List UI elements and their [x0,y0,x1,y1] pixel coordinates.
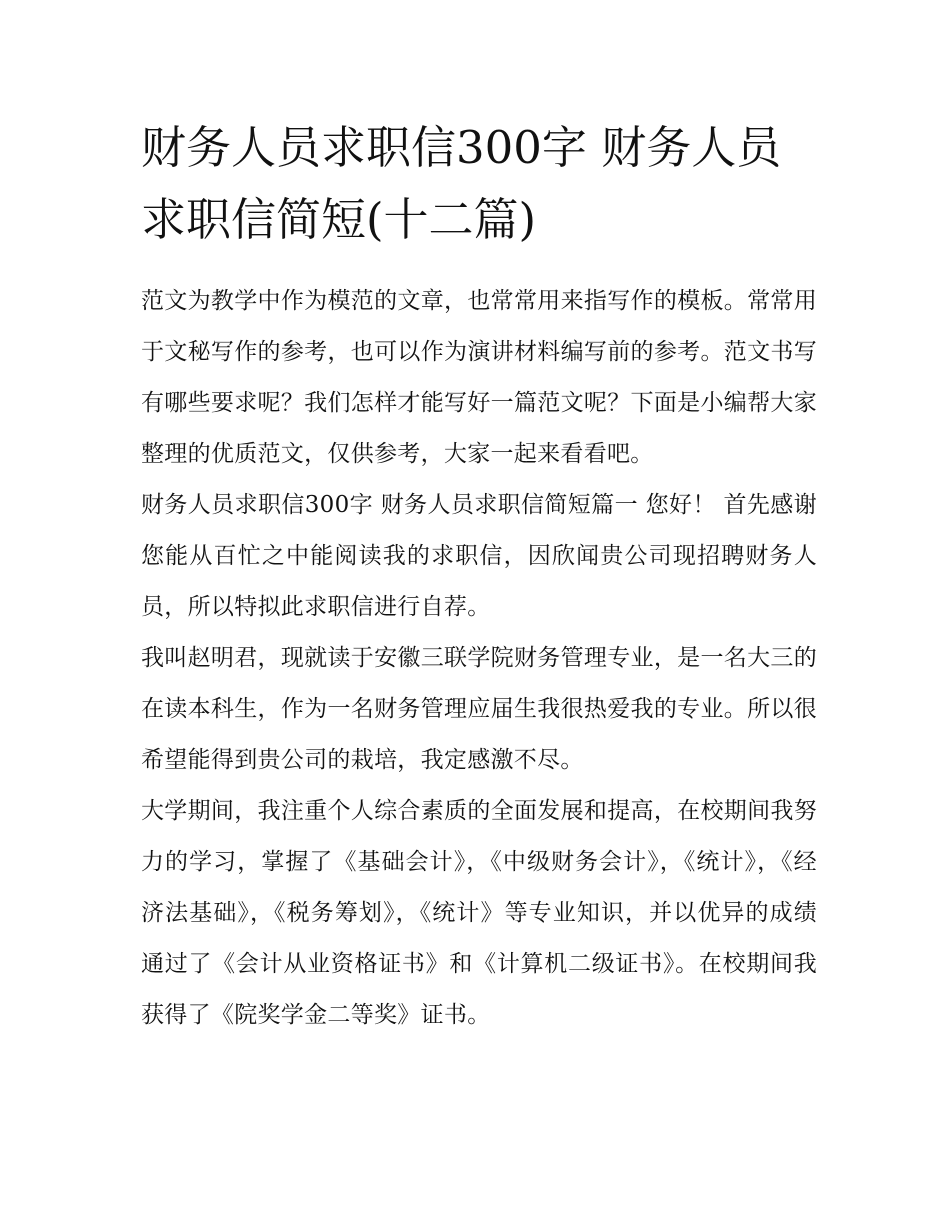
document-title: 财务人员求职信300字 财务人员求职信简短(十二篇) [141,121,782,246]
paragraph-intro: 范文为教学中作为模范的文章，也常常用来指写作的模板。常常用于文秘写作的参考，也可以作为演讲材料编写前的参考。范文书写有哪些要求呢？我们怎样才能写好一篇范文呢？下面是小编帮大家整理的优质范文，仅供参考，大家一起来看看吧。 [141,288,817,467]
paragraph-greeting: 财务人员求职信300字 财务人员求职信简短篇一 您好！ 首先感谢您能从百忙之中能阅读我的求职信，因欣闻贵公司现招聘财务人员，所以特拟此求职信进行自荐。 [141,492,817,620]
paragraph-self-introduction: 我叫赵明君，现就读于安徽三联学院财务管理专业，是一名大三的在读本科生，作为一名财务管理应届生我很热爱我的专业。所以很希望能得到贵公司的栽培，我定感激不尽。 [141,645,817,773]
paragraph-university-experience: 大学期间，我注重个人综合素质的全面发展和提高，在校期间我努力的学习，掌握了《基础会计》，《中级财务会计》，《统计》，《经济法基础》，《税务筹划》，《统计》等专业知识，并以优异的成绩通过了《会计从业资格证书》和《计算机二级证书》。在校期间我获得了《院奖学金二等奖》证书。 [141,798,817,1028]
document-body [141,276,817,1041]
